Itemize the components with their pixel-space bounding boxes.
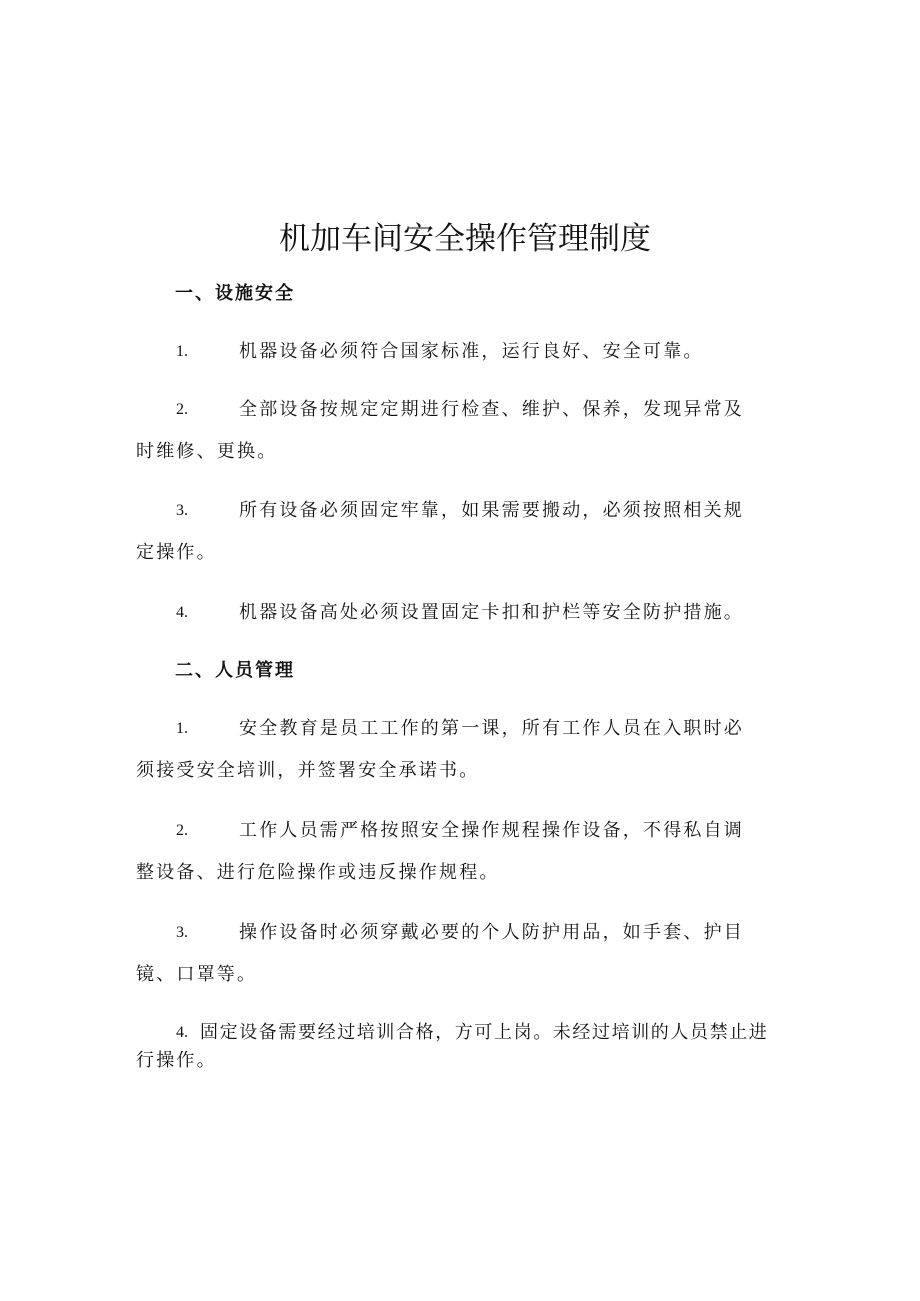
item-text: 机器设备必须符合国家标准，运行良好、安全可靠。 (239, 341, 704, 362)
item-text-continued: 行操作。 (136, 1050, 217, 1071)
list-item (136, 340, 796, 364)
list-item (136, 819, 796, 889)
item-text-continued: 整设备、进行危险操作或违反操作规程。 (136, 862, 500, 883)
item-text-continued: 镜、口罩等。 (136, 964, 258, 985)
item-text: 所有设备必须固定牢靠，如果需要搬动，必须按照相关规 (239, 500, 744, 521)
list-item (136, 398, 796, 468)
list-item (136, 921, 796, 991)
item-number: 3. (176, 502, 188, 519)
item-text: 安全教育是员工工作的第一课，所有工作人员在入职时必 (239, 718, 744, 739)
item-text: 固定设备需要经过培训合格，方可上岗。未经过培训的人员禁止进 (200, 1022, 769, 1043)
list-item (136, 717, 796, 787)
list-item (136, 499, 796, 569)
list-item (136, 1021, 796, 1077)
document-title: 机加车间安全操作管理制度 (279, 221, 651, 257)
list-item (136, 601, 796, 625)
item-text: 全部设备按规定定期进行检查、维护、保养，发现异常及 (239, 399, 744, 420)
item-number: 2. (176, 822, 188, 839)
item-number: 4. (176, 1024, 188, 1041)
section-heading-personnel-management: 二、人员管理 (175, 660, 295, 681)
item-number: 1. (176, 343, 188, 360)
item-text-continued: 时维修、更换。 (136, 441, 278, 462)
item-number: 4. (176, 604, 188, 621)
item-number: 3. (176, 924, 188, 941)
item-text: 操作设备时必须穿戴必要的个人防护用品，如手套、护目 (239, 922, 744, 943)
section-heading-facility-safety: 一、设施安全 (175, 283, 295, 304)
item-number: 1. (176, 720, 188, 737)
item-text: 工作人员需严格按照安全操作规程操作设备，不得私自调 (239, 820, 744, 841)
item-text-continued: 须接受安全培训，并签署安全承诺书。 (136, 760, 480, 781)
item-number: 2. (176, 401, 188, 418)
item-text-continued: 定操作。 (136, 542, 217, 563)
item-text: 机器设备高处必须设置固定卡扣和护栏等安全防护措施。 (239, 602, 744, 623)
